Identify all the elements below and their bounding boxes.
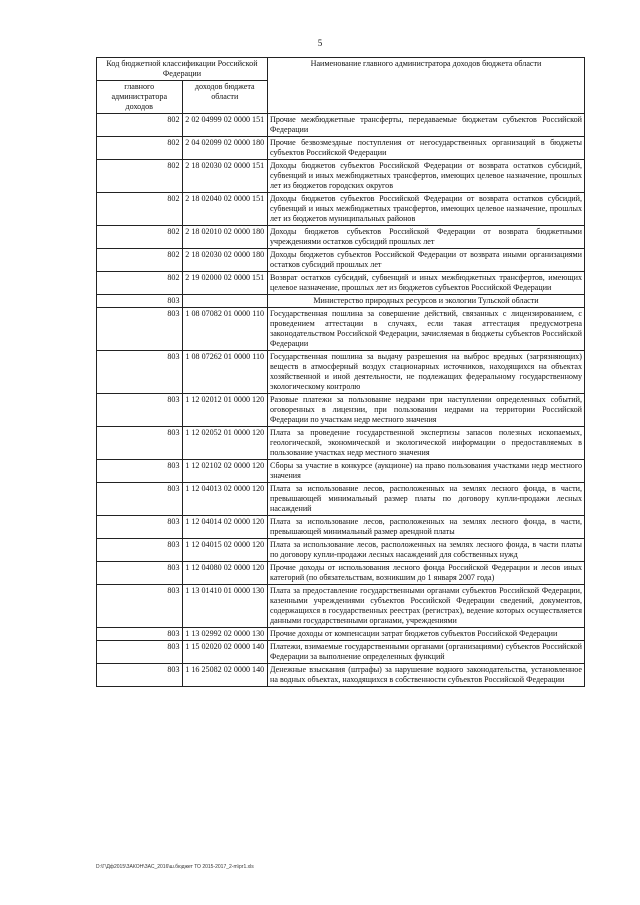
table-row xyxy=(97,460,585,483)
admin-code-cell: 802 xyxy=(97,193,183,226)
income-code-cell: 1 12 02052 01 0000 120 xyxy=(182,427,268,460)
admin-code-cell: 802 xyxy=(97,249,183,272)
page-number: 5 xyxy=(317,38,323,48)
income-name-cell: Разовые платежи за пользование недрами при наступлении определенных событий, оговоренных в лицензии, при пользовании недрами на территории Российской Федерации по участкам недр местного значения xyxy=(268,394,585,427)
table-row xyxy=(97,483,585,516)
table-row xyxy=(97,226,585,249)
table-row xyxy=(97,114,585,137)
admin-code-cell: 803 xyxy=(97,664,183,687)
admin-code-cell: 803 xyxy=(97,539,183,562)
table-row xyxy=(97,664,585,687)
admin-code-cell: 802 xyxy=(97,226,183,249)
income-code-cell: 2 02 04999 02 0000 151 xyxy=(182,114,268,137)
ministry-empty-cell xyxy=(182,295,268,308)
admin-code-cell: 803 xyxy=(97,483,183,516)
table-row xyxy=(97,562,585,585)
income-code-cell: 2 19 02000 02 0000 151 xyxy=(182,272,268,295)
ministry-row xyxy=(97,295,585,308)
admin-code-cell: 803 xyxy=(97,628,183,641)
table-row xyxy=(97,539,585,562)
income-code-cell: 2 18 02040 02 0000 151 xyxy=(182,193,268,226)
income-name-cell: Государственная пошлина за выдачу разрешения на выброс вредных (загрязняющих) веществ в атмосферный воздух стационарных источников, находящихся на объектах хозяйственной и иной деятельности, не подлежащих федеральному государственному экологическому контролю xyxy=(268,351,585,394)
income-code-cell: 1 12 04015 02 0000 120 xyxy=(182,539,268,562)
table-row xyxy=(97,585,585,628)
table-row xyxy=(97,628,585,641)
income-name-cell: Прочие доходы от компенсации затрат бюджетов субъектов Российской Федерации xyxy=(268,628,585,641)
income-name-cell: Государственная пошлина за совершение действий, связанных с лицензированием, с проведением аттестации в случаях, если такая аттестация предусмотрена законодательством Российской Федерации, зачисляемая в бюджеты субъектов Российской Федерации xyxy=(268,308,585,351)
income-code-cell: 1 08 07082 01 0000 110 xyxy=(182,308,268,351)
income-name-cell: Доходы бюджетов субъектов Российской Федерации от возврата иными организациями остатков субсидий прошлых лет xyxy=(268,249,585,272)
name-column-header: Наименование главного администратора доходов бюджета области xyxy=(268,58,585,114)
income-code-cell: 2 04 02099 02 0000 180 xyxy=(182,137,268,160)
code-group-header: Код бюджетной классификации Российской Федерации xyxy=(97,58,268,81)
income-code-cell: 1 12 02012 01 0000 120 xyxy=(182,394,268,427)
admin-code-cell: 803 xyxy=(97,394,183,427)
income-name-cell: Плата за использование лесов, расположенных на землях лесного фонда, в части, превышающей минимальный размер платы по договору купли-продажи лесных насаждений xyxy=(268,483,585,516)
ministry-name: Министерство природных ресурсов и экологии Тульской области xyxy=(268,295,585,308)
table-row xyxy=(97,351,585,394)
income-code-cell: 1 15 02020 02 0000 140 xyxy=(182,641,268,664)
income-name-cell: Денежные взыскания (штрафы) за нарушение водного законодательства, установленное на водных объектах, находящихся в собственности субъектов Российской Федерации xyxy=(268,664,585,687)
income-code-cell: 1 12 04013 02 0000 120 xyxy=(182,483,268,516)
admin-code-cell: 803 xyxy=(97,351,183,394)
table-row xyxy=(97,193,585,226)
table-row xyxy=(97,308,585,351)
income-code-cell: 2 18 02030 02 0000 151 xyxy=(182,160,268,193)
income-name-cell: Доходы бюджетов субъектов Российской Федерации от возврата остатков субсидий, субвенций и иных межбюджетных трансфертов, имеющих целевое назначение, прошлых лет из бюджетов муниципальных районов xyxy=(268,193,585,226)
income-code-cell: 1 12 04080 02 0000 120 xyxy=(182,562,268,585)
income-name-cell: Прочие доходы от использования лесного фонда Российской Федерации и лесов иных категорий (по обязательствам, возникшим до 1 января 2007 года) xyxy=(268,562,585,585)
income-code-cell: 2 18 02030 02 0000 180 xyxy=(182,249,268,272)
admin-code-cell: 803 xyxy=(97,460,183,483)
income-name-cell: Плата за проведение государственной экспертизы запасов полезных ископаемых, геологической, экономической и экологической информации о предоставляемых в пользование участках недр местного значения xyxy=(268,427,585,460)
admin-code-cell: 802 xyxy=(97,160,183,193)
table-row xyxy=(97,272,585,295)
income-code-cell: 2 18 02010 02 0000 180 xyxy=(182,226,268,249)
admin-code-cell: 803 xyxy=(97,641,183,664)
table-row xyxy=(97,641,585,664)
income-name-cell: Плата за использование лесов, расположенных на землях лесного фонда, в части платы по договору купли-продажи лесных насаждений для собственных нужд xyxy=(268,539,585,562)
table-row xyxy=(97,160,585,193)
income-code-cell: 1 12 02102 02 0000 120 xyxy=(182,460,268,483)
income-name-cell: Доходы бюджетов субъектов Российской Федерации от возврата остатков субсидий, субвенций и иных межбюджетных трансфертов, имеющих целевое назначение, прошлых лет из бюджетов городских округов xyxy=(268,160,585,193)
table-header-row xyxy=(97,58,585,81)
income-code-cell: 1 12 04014 02 0000 120 xyxy=(182,516,268,539)
admin-code-cell: 803 xyxy=(97,516,183,539)
income-name-cell: Сборы за участие в конкурсе (аукционе) на право пользования участками недр местного значения xyxy=(268,460,585,483)
income-code-cell: 1 13 02992 02 0000 130 xyxy=(182,628,268,641)
admin-code-cell: 803 xyxy=(97,308,183,351)
income-name-cell: Плата за использование лесов, расположенных на землях лесного фонда, в части, превышающей минимальный размер арендной платы xyxy=(268,516,585,539)
admin-code-cell: 802 xyxy=(97,272,183,295)
income-code-cell: 1 08 07262 01 0000 110 xyxy=(182,351,268,394)
table-row xyxy=(97,249,585,272)
admin-code-cell: 802 xyxy=(97,137,183,160)
admin-code-cell: 803 xyxy=(97,562,183,585)
table-row xyxy=(97,427,585,460)
table-row xyxy=(97,516,585,539)
budget-classification-table xyxy=(96,57,585,687)
income-name-cell: Прочие безвозмездные поступления от негосударственных организаций в бюджеты субъектов Российской Федерации xyxy=(268,137,585,160)
income-column-header: доходов бюджета области xyxy=(182,81,268,114)
income-name-cell: Доходы бюджетов субъектов Российской Федерации от возврата бюджетными учреждениями остатков субсидий прошлых лет xyxy=(268,226,585,249)
income-name-cell: Прочие межбюджетные трансферты, передаваемые бюджетам субъектов Российской Федерации xyxy=(268,114,585,137)
admin-code-cell: 802 xyxy=(97,114,183,137)
table-row xyxy=(97,137,585,160)
admin-code-cell: 803 xyxy=(97,427,183,460)
table-row xyxy=(97,394,585,427)
admin-code-cell: 803 xyxy=(97,585,183,628)
admin-column-header: главного администратора доходов xyxy=(97,81,183,114)
income-name-cell: Плата за предоставление государственными органами субъектов Российской Федерации, казенными учреждениями субъектов Российской Федерации сведений, документов, содержащихся в государственных реестрах (регистрах), ведение которых осуществляется данными государственными органами, учреждениями xyxy=(268,585,585,628)
income-code-cell: 1 13 01410 01 0000 130 xyxy=(182,585,268,628)
income-name-cell: Платежи, взимаемые государственными органами (организациями) субъектов Российской Федерации за выполнение определенных функций xyxy=(268,641,585,664)
file-path-footer: D:\Г\Дф2015\ЗАКОН\ЗАС_2016\ш.бюджет ТО 2015-2017_2-m\pr1.xls xyxy=(96,864,254,870)
income-code-cell: 1 16 25082 02 0000 140 xyxy=(182,664,268,687)
ministry-admin-code: 803 xyxy=(97,295,183,308)
income-name-cell: Возврат остатков субсидий, субвенций и иных межбюджетных трансфертов, имеющих целевое назначение, прошлых лет из бюджетов субъектов Российской Федерации xyxy=(268,272,585,295)
